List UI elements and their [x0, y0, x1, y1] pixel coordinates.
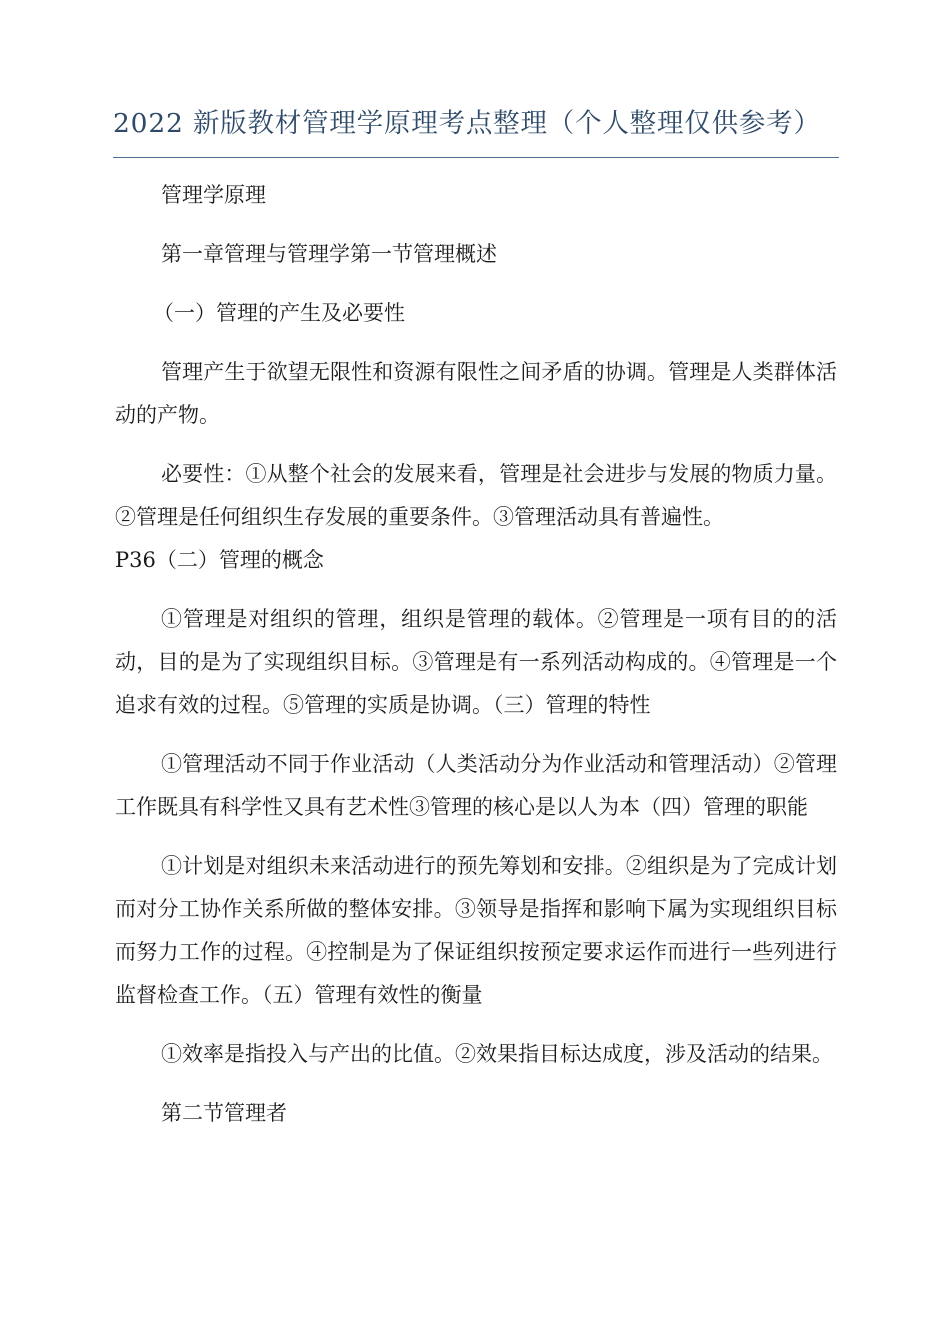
paragraph-characteristics: ①管理活动不同于作业活动（人类活动分为作业活动和管理活动）②管理工作既具有科学性又具有艺术性③管理的核心是以人为本（四）管理的职能	[115, 752, 837, 819]
paragraph-subject-heading: 管理学原理	[161, 183, 266, 207]
paragraph-section-1-heading: （一）管理的产生及必要性	[153, 301, 405, 325]
paragraph-section-managers-heading: 第二节管理者	[161, 1101, 287, 1125]
paragraph-origin-of-management: 管理产生于欲望无限性和资源有限性之间矛盾的协调。管理是人类群体活动的产物。	[115, 360, 837, 427]
paragraph-chapter-heading: 第一章管理与管理学第一节管理概述	[161, 242, 497, 266]
document-title: 2022 新版教材管理学原理考点整理（个人整理仅供参考）	[113, 108, 821, 139]
paragraph-concept-of-management: ①管理是对组织的管理，组织是管理的载体。②管理是一项有目的的活动，目的是为了实现组织目标。③管理是有一系列活动构成的。④管理是一个追求有效的过程。⑤管理的实质是协调。（三）管理的特性	[115, 607, 837, 717]
paragraph-functions: ①计划是对组织未来活动进行的预先筹划和安排。②组织是为了完成计划而对分工协作关系所做的整体安排。③领导是指挥和影响下属为实现组织目标而努力工作的过程。④控制是为了保证组织按预定要求运作而进行一些列进行监督检查工作。（五）管理有效性的衡量	[115, 854, 837, 1007]
paragraph-effectiveness: ①效率是指投入与产出的比值。②效果指目标达成度，涉及活动的结果。	[161, 1042, 833, 1066]
paragraph-necessity: 必要性：①从整个社会的发展来看，管理是社会进步与发展的物质力量。②管理是任何组织生存发展的重要条件。③管理活动具有普遍性。	[115, 462, 837, 529]
paragraph-section-2-heading: P36（二）管理的概念	[115, 548, 324, 572]
document-body	[115, 174, 837, 1151]
title-underline	[113, 157, 839, 158]
